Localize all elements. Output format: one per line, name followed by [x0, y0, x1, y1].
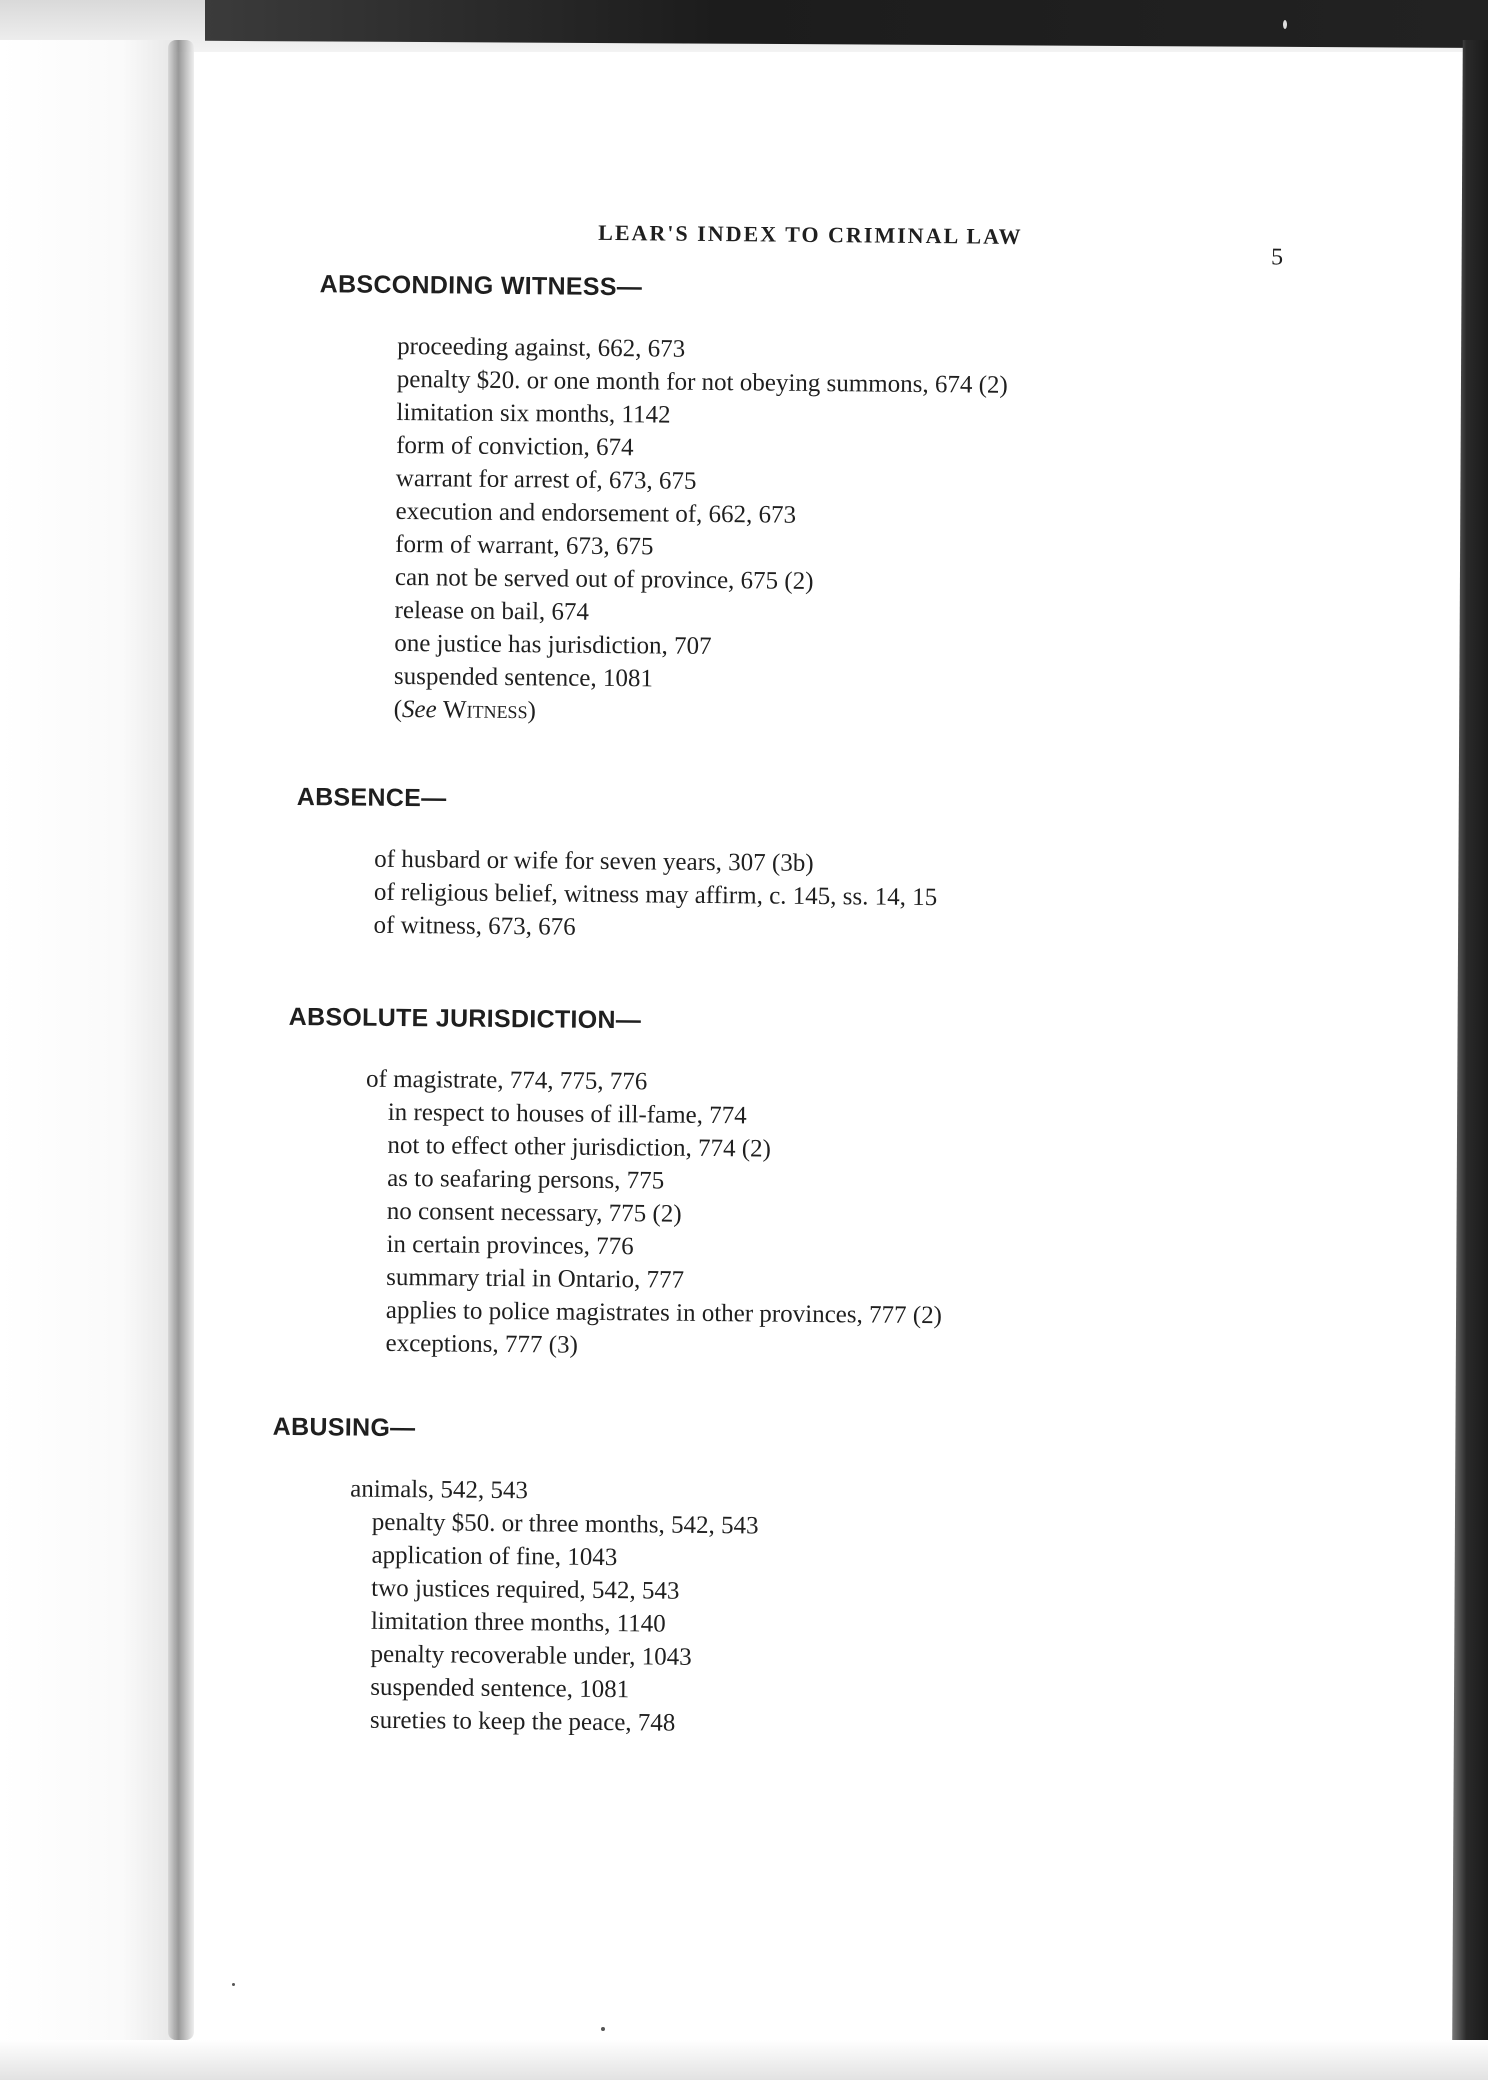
index-section-absence	[295, 783, 938, 947]
left-page-margin	[0, 40, 175, 2080]
section-heading: ABUSING—	[272, 1412, 416, 1443]
index-subentry: two justices required, 542, 543	[371, 1574, 680, 1605]
index-subentry: penalty $50. or three months, 542, 543	[371, 1508, 759, 1540]
index-entry: of religious belief, witness may affirm, c. 145, ss. 14, 15	[373, 878, 938, 912]
page-number: 5	[1270, 244, 1284, 271]
index-subentry: exceptions, 777 (3)	[385, 1329, 578, 1359]
index-entry: one justice has jurisdiction, 707	[394, 629, 712, 660]
index-entry: of magistrate, 774, 775, 776	[365, 1065, 648, 1096]
index-subentry: sureties to keep the peace, 748	[369, 1706, 676, 1737]
index-entry: of witness, 673, 676	[373, 911, 576, 941]
index-entry: suspended sentence, 1081	[393, 662, 654, 693]
index-section-absconding-witness	[315, 270, 1008, 732]
index-entry: execution and endorsement of, 662, 673	[395, 497, 797, 529]
index-subentry: as to seafaring persons, 775	[387, 1164, 665, 1195]
index-entry: form of conviction, 674	[396, 431, 634, 462]
see-also-open-paren: (	[393, 695, 403, 724]
running-title: LEAR'S INDEX TO CRIMINAL LAW	[598, 219, 1023, 249]
see-also-close-paren: )	[527, 697, 536, 725]
section-heading: ABSOLUTE JURISDICTION—	[288, 1002, 642, 1035]
index-entry: penalty $20. or one month for not obeying summons, 674 (2)	[396, 365, 1008, 399]
index-subentry: summary trial in Ontario, 777	[386, 1263, 685, 1294]
scan-dark-band	[205, 0, 1488, 48]
entry-list	[348, 1473, 759, 1741]
see-also-label: See	[401, 696, 437, 724]
entry-list	[393, 330, 1008, 732]
see-also-reference	[393, 693, 1004, 732]
index-subentry: applies to police magistrates in other provinces, 777 (2)	[385, 1296, 943, 1330]
index-page	[171, 44, 1452, 2046]
index-subentry: application of fine, 1043	[371, 1541, 618, 1572]
index-entry: warrant for arrest of, 673, 675	[395, 464, 697, 495]
index-entry: of husbard or wife for seven years, 307 (3b)	[374, 845, 814, 877]
index-subentry: in certain provinces, 776	[386, 1230, 634, 1261]
index-entry: limitation six months, 1142	[396, 398, 671, 429]
index-subentry: no consent necessary, 775 (2)	[386, 1197, 682, 1228]
index-subentry: in respect to houses of ill-fame, 774	[387, 1098, 747, 1130]
entry-list	[363, 1063, 944, 1366]
index-subentry: limitation three months, 1140	[370, 1607, 666, 1638]
index-section-absolute-jurisdiction	[285, 1003, 944, 1365]
index-subentry: not to effect other jurisdiction, 774 (2)	[387, 1131, 772, 1163]
scan-speck	[601, 2027, 605, 2031]
entry-list	[373, 843, 937, 947]
bottom-page-edge	[0, 2040, 1488, 2080]
index-entry: animals, 542, 543	[350, 1475, 529, 1505]
index-subentry: penalty recoverable under, 1043	[370, 1640, 692, 1671]
index-section-abusing	[270, 1413, 760, 1741]
scan-speck	[1283, 20, 1287, 29]
see-also-target: Witness	[442, 696, 528, 725]
scan-speck	[232, 1983, 235, 1986]
index-entry: can not be served out of province, 675 (2)	[394, 563, 814, 595]
index-entry: proceeding against, 662, 673	[397, 332, 686, 363]
right-page-edge	[1452, 40, 1488, 2080]
section-heading: ABSENCE—	[296, 783, 447, 813]
index-entry: form of warrant, 673, 675	[395, 530, 654, 561]
section-heading: ABSCONDING WITNESS—	[319, 270, 643, 302]
index-subentry: suspended sentence, 1081	[370, 1673, 630, 1704]
index-entry: release on bail, 674	[394, 596, 590, 626]
